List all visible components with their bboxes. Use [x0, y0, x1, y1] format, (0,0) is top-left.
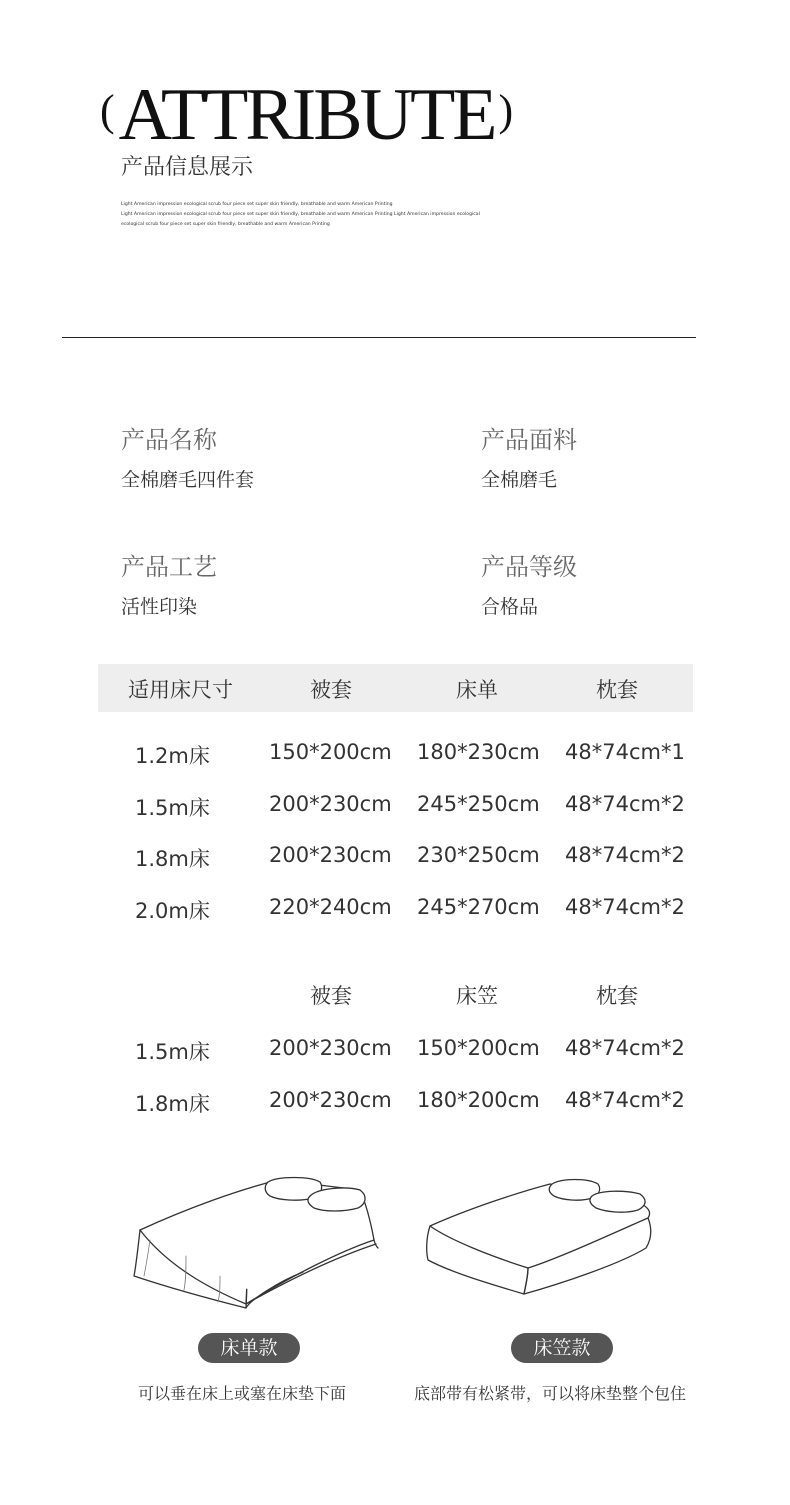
attr-value: 全棉磨毛四件套 [121, 469, 255, 491]
cell: 48*74cm*1 [565, 740, 685, 764]
attr-value: 全棉磨毛 [481, 469, 558, 491]
cell: 230*250cm [417, 843, 540, 867]
section-divider [62, 337, 696, 338]
attr-grade [481, 547, 577, 619]
hero-subtitle: 产品信息展示 [121, 155, 254, 180]
cell: 48*74cm*2 [565, 895, 685, 919]
desc-line-3: ecological scrub four piece set super skin friendly, breathable and warm American Printing [121, 222, 330, 227]
desc-line-2: Light American impression ecological scrub four piece set super skin friendly, breathable and warm American Printing Light American impression ecological [121, 212, 480, 217]
cell: 200*230cm [269, 1036, 392, 1060]
desc-line-1: Light American impression ecological scrub four piece set super skin friendly, breathable and warm American Printing [121, 202, 393, 207]
attr-craft [121, 547, 217, 619]
paren-close: ) [498, 86, 514, 135]
cell: 150*200cm [269, 740, 392, 764]
cell: 200*230cm [269, 1088, 392, 1112]
attr-value: 活性印染 [121, 596, 198, 618]
th-sheet: 床单 [456, 678, 498, 702]
cell: 1.2m床 [135, 744, 210, 768]
cell: 48*74cm*2 [565, 1088, 685, 1112]
cell: 150*200cm [417, 1036, 540, 1060]
cell: 220*240cm [269, 895, 392, 919]
th-duvet: 被套 [310, 678, 352, 702]
fitted-sheet-badge: 床笠款 [511, 1333, 613, 1363]
th-duvet-2: 被套 [310, 984, 352, 1008]
cell: 180*200cm [417, 1088, 540, 1112]
th-pillowcase-2: 枕套 [596, 984, 638, 1008]
cell: 245*250cm [417, 792, 540, 816]
cell: 245*270cm [417, 895, 540, 919]
th-pillowcase: 枕套 [596, 678, 638, 702]
cell: 48*74cm*2 [565, 843, 685, 867]
fitted-sheet-caption: 底部带有松紧带，可以将床垫整个包住 [414, 1384, 687, 1403]
cell: 180*230cm [417, 740, 540, 764]
attr-label: 产品工艺 [121, 553, 217, 581]
cell: 48*74cm*2 [565, 1036, 685, 1060]
fitted-sheet-bed-illustration [420, 1172, 660, 1306]
flat-sheet-bed-illustration [128, 1168, 383, 1318]
cell: 1.8m床 [135, 847, 210, 871]
cell: 2.0m床 [135, 899, 210, 923]
flat-sheet-badge: 床单款 [198, 1333, 300, 1363]
flat-sheet-caption: 可以垂在床上或塞在床垫下面 [138, 1384, 347, 1403]
cell: 200*230cm [269, 843, 392, 867]
title-text: ATTRIBUTE [118, 74, 495, 156]
th-fitted-sheet: 床笠 [456, 984, 498, 1008]
cell: 48*74cm*2 [565, 792, 685, 816]
cell: 1.5m床 [135, 1040, 210, 1064]
hero-description [121, 200, 481, 230]
attr-value: 合格品 [481, 596, 539, 618]
paren-open: ( [100, 86, 115, 135]
cell: 1.5m床 [135, 796, 210, 820]
attr-label: 产品名称 [121, 426, 217, 454]
attr-product-name [121, 420, 254, 492]
th-bed-size: 适用床尺寸 [128, 678, 233, 702]
attr-fabric [481, 420, 577, 492]
hero-title [96, 74, 517, 156]
attr-label: 产品等级 [481, 553, 577, 581]
cell: 200*230cm [269, 792, 392, 816]
cell: 1.8m床 [135, 1092, 210, 1116]
attr-label: 产品面料 [481, 426, 577, 454]
